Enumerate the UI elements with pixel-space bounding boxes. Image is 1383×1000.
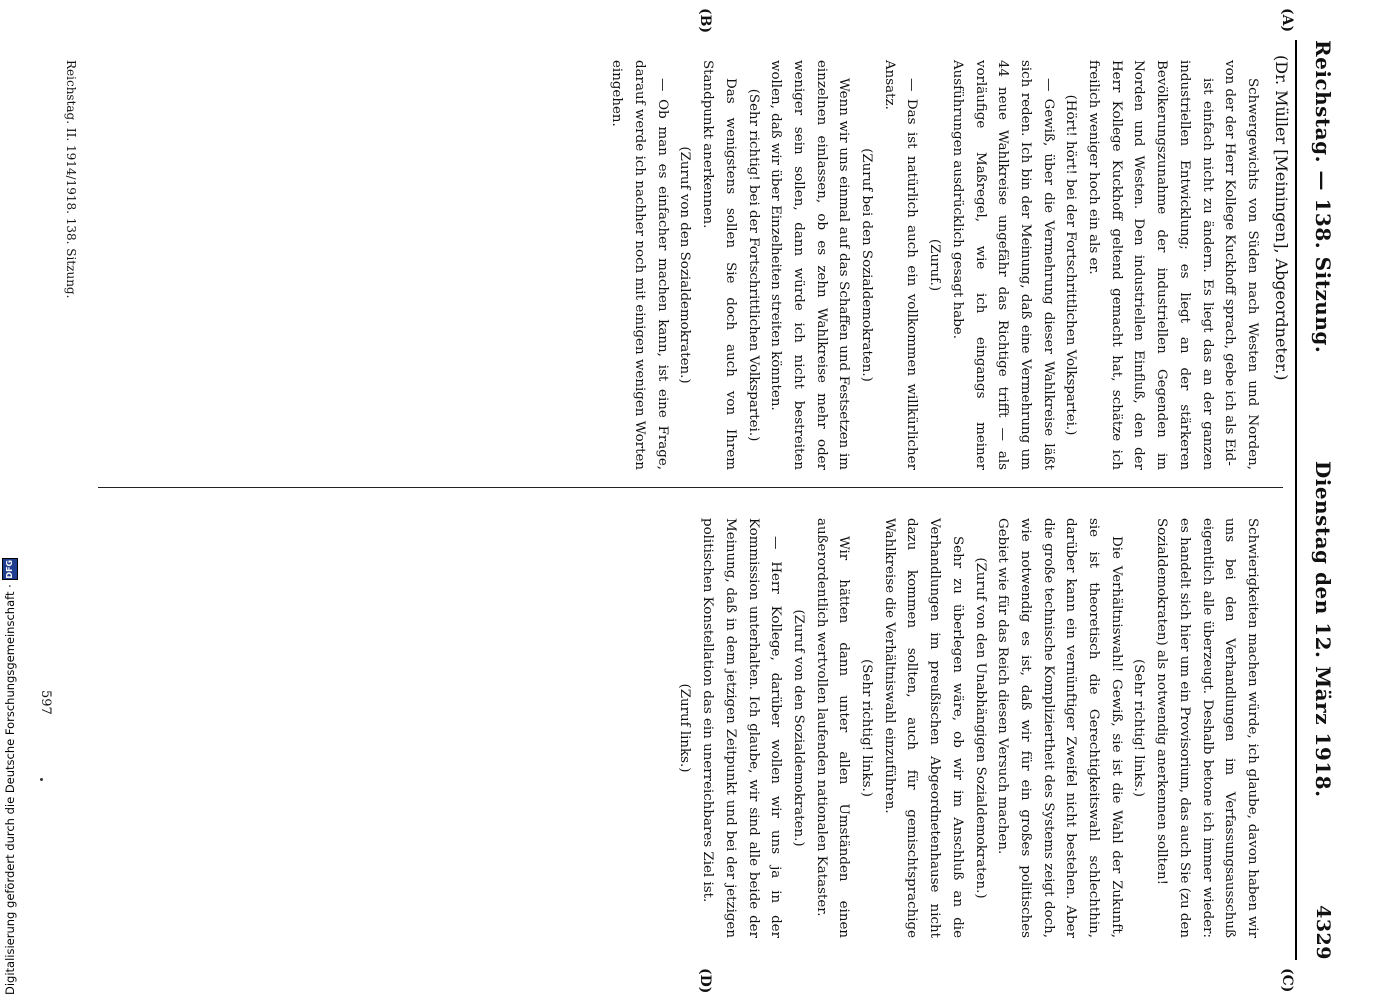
digitization-note: Digitalisierung gefördert durch die Deutsche Forschungsgemeinschaft · (3, 584, 17, 995)
header-left: Reichstag. — 138. Sitzung. (1311, 40, 1335, 354)
margin-mark-c: (C) (1279, 968, 1295, 993)
margin-mark-a: (A) (1279, 8, 1295, 33)
header-rule (1295, 40, 1297, 960)
paragraph: — Ob man es einfacher machen kann, ist eine Frage, darauf werde ich nachher noch mit einigen wenigen Worten eingehen. (609, 60, 670, 470)
interjection: (Zuruf links.) (677, 683, 693, 773)
margin-mark-d: (D) (697, 968, 713, 994)
paragraph: Schwergewichts von Süden nach Westen und Norden, von der der Herr Kollege Kuckhoff sprach, gebe ich als Eid- (1222, 60, 1260, 470)
dfg-logo-icon: DFG (2, 558, 18, 580)
header-page-number: 4329 (1312, 905, 1334, 960)
interjection: (Sehr richtig! links.) (859, 659, 875, 797)
paragraph: Das wenigstens sollen Sie doch auch von Ihrem Standpunkt anerkennen. (700, 60, 738, 470)
interjection: (Hört! hört! bei der Fortschrittlichen Volkspartei.) (1063, 94, 1079, 436)
interjection: (Zuruf bei den Sozialdemokraten.) (859, 148, 875, 382)
paragraph: Wir hätten dann unter allen Umständen einen außerordentlich wertvollen laufenden nationalen Kataster. (813, 518, 852, 938)
margin-mark-b: (B) (697, 8, 713, 34)
interjection: (Zuruf von den Unabhängigen Sozialdemokraten.) (972, 557, 988, 899)
paragraph: Die Verhältniswahl! Gewiß, sie ist die Wahl der Zukunft, sie ist theoretisch die Gerechtigkeitswahl schlechthin, darüber kann ein vernünftiger Zweifel nicht bestehen. Aber die große technische Kompliziertheit des Systems zeigt doch, wie notwendig es ist, daß wir für ein großes politisches Gebiet wie für das Reich diesen Versuch machen. (995, 518, 1124, 938)
page-header (1303, 40, 1343, 960)
page-footer: Reichstag. II. 1914/1918. 138. Sitzung. (64, 60, 78, 299)
interjection: (Zuruf.) (927, 238, 943, 292)
interjection: (Sehr richtig! bei der Fortschrittlichen Volkspartei.) (745, 88, 761, 442)
page-sequence-number: 597 (38, 690, 53, 715)
interjection: (Zuruf von den Sozialdemokraten.) (790, 609, 806, 847)
paragraph: — Das ist natürlich auch ein vollkommen willkürlicher Ansatz. (881, 60, 920, 470)
column-divider (98, 487, 1283, 488)
paragraph: Sehr zu überlegen wäre, ob wir im Anschluß an die Verhandlungen im preußischen Abgeordnetenhause nicht dazu kommen sollten, auch für gemischtsprachige Wahlkreise die Verhältniswahl einzuführen. (881, 518, 965, 938)
paragraph: — Herr Kollege, darüber wollen wir uns ja in der Kommission unterhalten. Ich glaube, wir sind alle beide der Meinung, daß in dem jetzigen Zeitpunkt und bei der jetzigen politischen Konstellation das ein unerreichbares Ziel ist. (700, 518, 784, 938)
paragraph: ist einfach nicht zu ändern. Es liegt das an der ganzen industriellen Entwicklung; es liegt an der stärkeren Bevölkerungszunahme der industriellen Gegenden im Norden und Westen. Den industriellen Einfluß, den der Herr Kollege Kuckhoff geltend gemacht hat, schätze ich freilich weniger hoch ein als er. (1086, 60, 1215, 470)
interjection: (Zuruf von den Sozialdemokraten.) (677, 146, 693, 384)
left-column (605, 60, 1263, 470)
digitization-credit (2, 0, 18, 995)
speaker-line: (Dr. Müller [Meiningen], Abgeordneter.) (1272, 55, 1291, 381)
scan-speck (40, 778, 43, 781)
header-right: Dienstag den 12. März 1918. (1311, 460, 1335, 798)
interjection: (Sehr richtig! links.) (1131, 659, 1147, 797)
paragraph: — Gewiß, über die Vermehrung dieser Wahlkreise läßt sich reden. Ich bin der Meinung, daß eine Vermehrung um 44 neue Wahlkreise ungefähr das Richtige trifft — als vorläufige Maßregel, wie ich eingangs meiner Ausführungen ausdrücklich gesagt habe. (949, 60, 1056, 470)
paragraph: Wenn wir uns einmal auf das Schaffen und Festsetzen im einzelnen einlassen, ob es zehn Wahlkreise mehr oder weniger sein sollen, dann würde ich nicht bestreiten wollen, daß wir über Einzelheiten streiten könnten. (768, 60, 852, 470)
paragraph: Schwierigkeiten machen würde, ich glaube, davon haben wir uns bei den Verhandlungen im Verfassungsausschuß eigentlich alle überzeugt. Deshalb betone ich immer wieder: es handelt sich hier um ein Provisorium, das auch Sie (zu den Sozialdemokraten) als notwendig anerkennen sollten! (1154, 518, 1260, 938)
right-column (673, 518, 1263, 938)
